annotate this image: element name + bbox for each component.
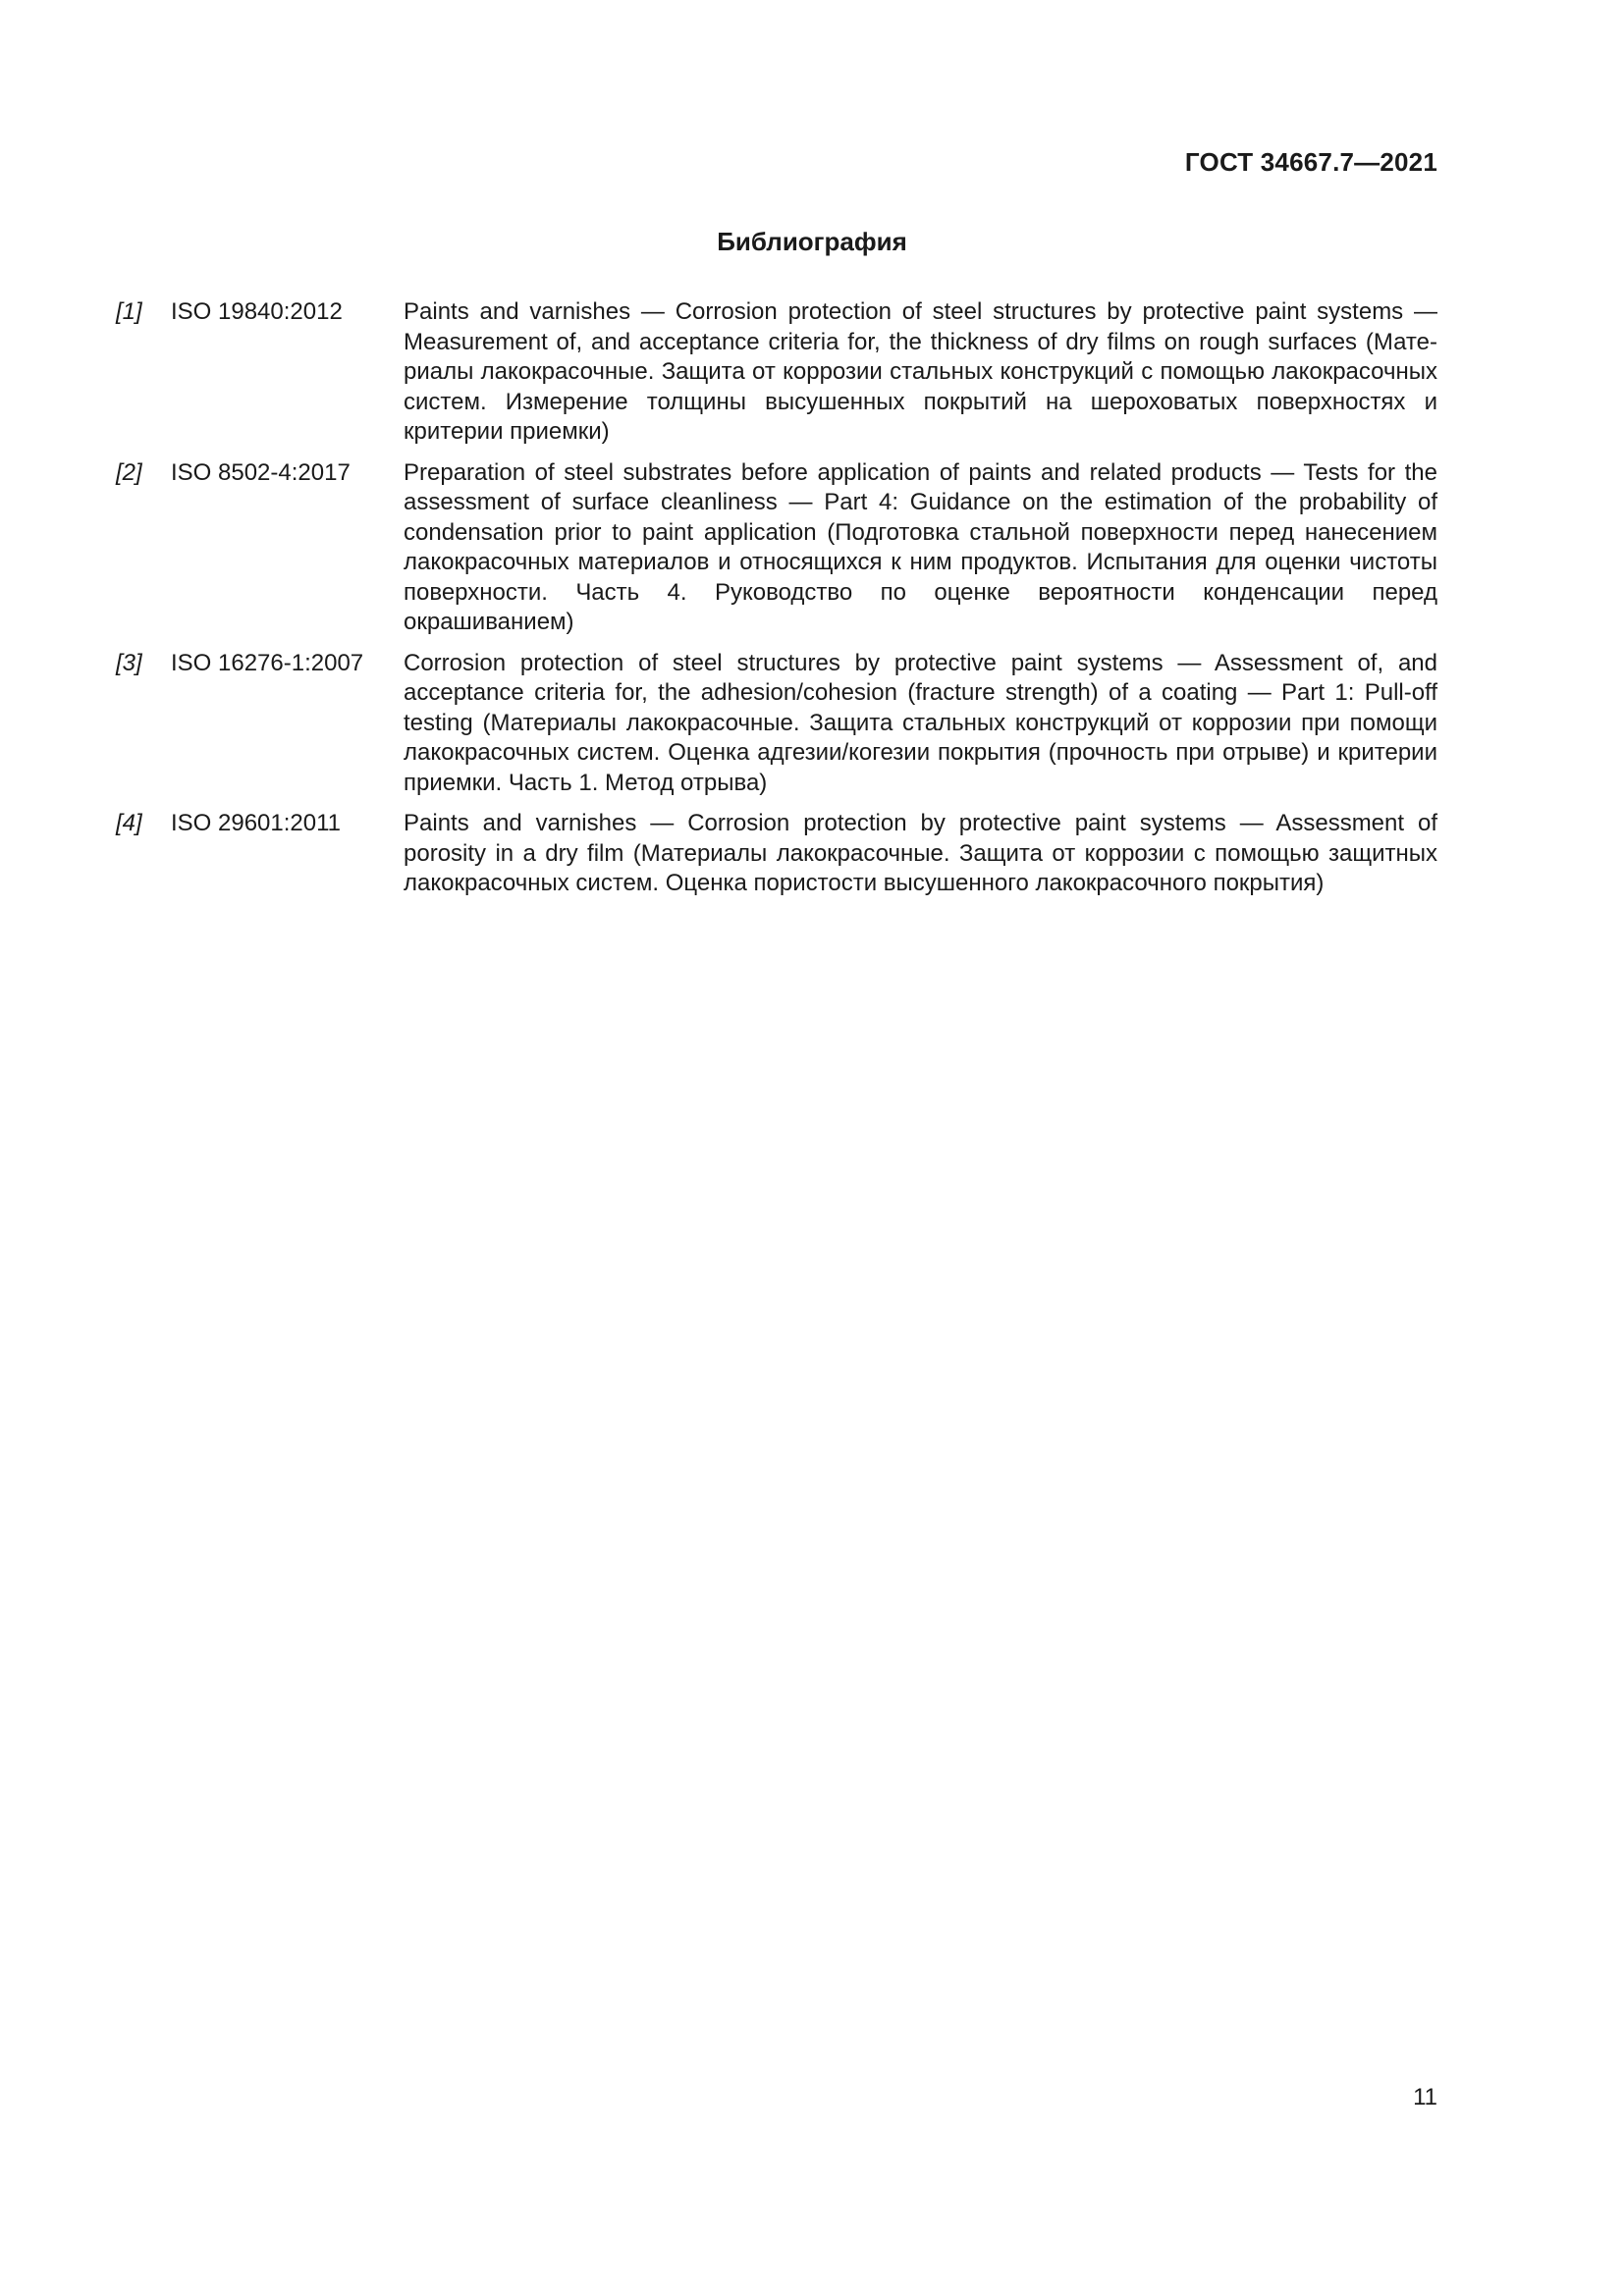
reference-item [116,809,1437,899]
page-title: Библиография [717,227,907,256]
reference-number: [4] [116,810,142,836]
reference-text: Paints and varnishes — Corrosion protection of steel structures by protective paint systems — Measurement of, and acceptance criteria for, the thickness of dry films on rough surfaces (Материалы лакокрасочные. Защита от коррозии стальных конструкций с помощью лакокрасочных систем. Измерение толщины высушенных покрытий на шероховатых поверхностях и критерии приемки) [404,298,1437,445]
page-number: 11 [1413,2084,1437,2110]
bibliography-list [116,297,1437,910]
reference-text: Preparation of steel substrates before application of paints and related products — Tests for the assessment of surface cleanliness — Part 4: Guidance on the estimation of the probability of condensation prior to paint application (Подготовка стальной поверхности перед нанесением лакокрасочных материалов и относящихся к ним продуктов. Испытания для оценки чистоты поверхности. Часть 4. Руководство по оценке вероятности конденсации перед окрашиванием) [404,458,1437,635]
reference-number: [3] [116,649,142,676]
reference-code: ISO 29601:2011 [171,810,342,836]
reference-text: Paints and varnishes — Corrosion protection by protective paint systems — Assessment of porosity in a dry film (Материалы лакокрасочные. Защита от коррозии с помощью защитных лакокрасочных систем. Оценка пористости высушенного лакокрасочного покрытия) [404,810,1437,896]
reference-code: ISO 19840:2012 [171,298,343,325]
reference-text: Corrosion protection of steel structures by protective paint systems — Assessment of, and acceptance criteria for, the adhesion/cohesion (fracture strength) of a coating — Part 1: Pull-off testing (Материалы лакокрасочные. Защита стальных конструкций от коррозии при помощи лакокрасочных систем. Оценка адгезии/когезии покрытия (прочность при отрыве) и критерии приемки. Часть 1. Метод отрыва) [404,649,1437,796]
reference-item [116,458,1437,638]
standard-designation: ГОСТ 34667.7—2021 [1184,147,1437,177]
reference-number: [1] [116,298,142,325]
reference-code: ISO 8502-4:2017 [171,458,351,486]
reference-number: [2] [116,458,142,486]
reference-item [116,297,1437,448]
reference-code: ISO 16276-1:2007 [171,649,364,676]
reference-item [116,649,1437,799]
